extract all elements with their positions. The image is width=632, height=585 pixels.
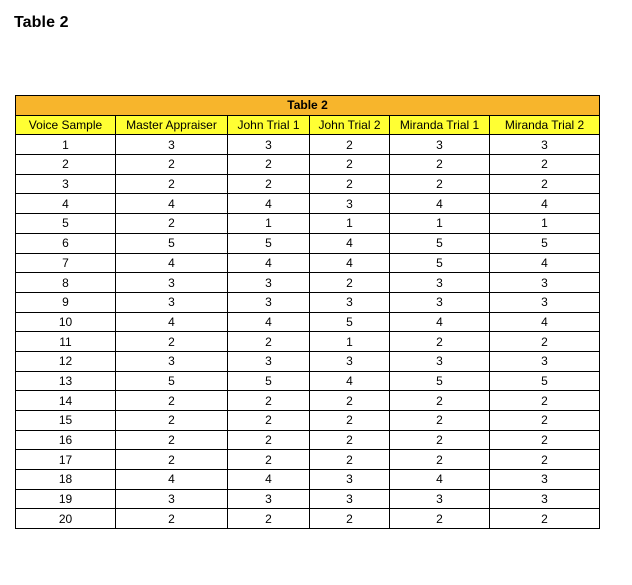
- table-row: [16, 371, 600, 391]
- cell-miranda-trial-1: 4: [390, 194, 490, 214]
- cell-voice-sample: 18: [16, 470, 116, 490]
- cell-voice-sample: 13: [16, 371, 116, 391]
- column-header-miranda-trial-2: Miranda Trial 2: [490, 115, 600, 135]
- cell-miranda-trial-1: 3: [390, 489, 490, 509]
- cell-miranda-trial-2: 3: [490, 470, 600, 490]
- cell-john-trial-1: 3: [228, 292, 310, 312]
- column-header-miranda-trial-1: Miranda Trial 1: [390, 115, 490, 135]
- cell-john-trial-2: 2: [310, 155, 390, 175]
- cell-john-trial-2: 4: [310, 253, 390, 273]
- cell-voice-sample: 17: [16, 450, 116, 470]
- cell-master-appraiser: 5: [116, 233, 228, 253]
- cell-miranda-trial-2: 2: [490, 391, 600, 411]
- cell-john-trial-1: 2: [228, 509, 310, 529]
- cell-voice-sample: 16: [16, 430, 116, 450]
- cell-john-trial-2: 5: [310, 312, 390, 332]
- table-row: [16, 489, 600, 509]
- cell-voice-sample: 5: [16, 214, 116, 234]
- table-row: [16, 312, 600, 332]
- cell-john-trial-1: 2: [228, 450, 310, 470]
- table-row: [16, 174, 600, 194]
- cell-voice-sample: 20: [16, 509, 116, 529]
- cell-miranda-trial-2: 3: [490, 273, 600, 293]
- cell-voice-sample: 15: [16, 411, 116, 431]
- cell-john-trial-1: 4: [228, 470, 310, 490]
- cell-john-trial-1: 2: [228, 430, 310, 450]
- cell-miranda-trial-1: 3: [390, 292, 490, 312]
- cell-master-appraiser: 2: [116, 174, 228, 194]
- cell-john-trial-1: 2: [228, 155, 310, 175]
- cell-voice-sample: 11: [16, 332, 116, 352]
- cell-miranda-trial-2: 2: [490, 509, 600, 529]
- cell-miranda-trial-2: 2: [490, 332, 600, 352]
- cell-master-appraiser: 2: [116, 450, 228, 470]
- cell-miranda-trial-1: 5: [390, 233, 490, 253]
- cell-miranda-trial-1: 3: [390, 135, 490, 155]
- cell-miranda-trial-2: 2: [490, 430, 600, 450]
- cell-miranda-trial-2: 3: [490, 489, 600, 509]
- cell-john-trial-1: 5: [228, 371, 310, 391]
- cell-john-trial-2: 1: [310, 332, 390, 352]
- cell-miranda-trial-1: 2: [390, 411, 490, 431]
- table-row: [16, 351, 600, 371]
- cell-john-trial-1: 4: [228, 253, 310, 273]
- cell-master-appraiser: 2: [116, 214, 228, 234]
- cell-miranda-trial-1: 4: [390, 312, 490, 332]
- data-table: [15, 95, 600, 529]
- cell-master-appraiser: 2: [116, 391, 228, 411]
- table-body: [16, 135, 600, 529]
- cell-miranda-trial-1: 2: [390, 450, 490, 470]
- cell-john-trial-1: 3: [228, 135, 310, 155]
- table-row: [16, 509, 600, 529]
- cell-miranda-trial-1: 2: [390, 174, 490, 194]
- cell-john-trial-1: 2: [228, 391, 310, 411]
- cell-miranda-trial-1: 2: [390, 155, 490, 175]
- table-row: [16, 430, 600, 450]
- cell-master-appraiser: 2: [116, 430, 228, 450]
- column-header-master-appraiser: Master Appraiser: [116, 115, 228, 135]
- cell-miranda-trial-1: 5: [390, 253, 490, 273]
- cell-john-trial-1: 2: [228, 174, 310, 194]
- cell-john-trial-1: 4: [228, 312, 310, 332]
- cell-john-trial-2: 3: [310, 351, 390, 371]
- table-row: [16, 332, 600, 352]
- table-row: [16, 253, 600, 273]
- cell-miranda-trial-2: 5: [490, 371, 600, 391]
- cell-john-trial-2: 2: [310, 273, 390, 293]
- cell-master-appraiser: 5: [116, 371, 228, 391]
- cell-master-appraiser: 3: [116, 273, 228, 293]
- table-caption-row: [16, 96, 600, 116]
- cell-miranda-trial-1: 5: [390, 371, 490, 391]
- cell-master-appraiser: 2: [116, 332, 228, 352]
- cell-john-trial-2: 4: [310, 233, 390, 253]
- cell-miranda-trial-2: 3: [490, 292, 600, 312]
- page-title: Table 2: [14, 14, 69, 31]
- cell-john-trial-1: 3: [228, 351, 310, 371]
- cell-voice-sample: 12: [16, 351, 116, 371]
- cell-miranda-trial-2: 3: [490, 351, 600, 371]
- cell-john-trial-2: 2: [310, 391, 390, 411]
- cell-voice-sample: 9: [16, 292, 116, 312]
- cell-voice-sample: 7: [16, 253, 116, 273]
- data-table-container: [15, 95, 599, 529]
- cell-master-appraiser: 4: [116, 312, 228, 332]
- cell-voice-sample: 8: [16, 273, 116, 293]
- cell-miranda-trial-2: 2: [490, 174, 600, 194]
- cell-john-trial-1: 3: [228, 273, 310, 293]
- cell-voice-sample: 3: [16, 174, 116, 194]
- cell-miranda-trial-2: 4: [490, 253, 600, 273]
- cell-master-appraiser: 2: [116, 155, 228, 175]
- cell-john-trial-1: 4: [228, 194, 310, 214]
- cell-miranda-trial-1: 2: [390, 332, 490, 352]
- cell-master-appraiser: 4: [116, 194, 228, 214]
- cell-master-appraiser: 4: [116, 253, 228, 273]
- column-header-john-trial-2: John Trial 2: [310, 115, 390, 135]
- table-caption: Table 2: [16, 96, 600, 116]
- cell-master-appraiser: 2: [116, 509, 228, 529]
- cell-master-appraiser: 3: [116, 135, 228, 155]
- cell-miranda-trial-1: 4: [390, 470, 490, 490]
- cell-master-appraiser: 3: [116, 489, 228, 509]
- cell-john-trial-2: 2: [310, 450, 390, 470]
- table-row: [16, 194, 600, 214]
- cell-voice-sample: 4: [16, 194, 116, 214]
- cell-miranda-trial-1: 2: [390, 430, 490, 450]
- cell-john-trial-2: 2: [310, 174, 390, 194]
- cell-john-trial-2: 2: [310, 430, 390, 450]
- table-row: [16, 273, 600, 293]
- column-header-john-trial-1: John Trial 1: [228, 115, 310, 135]
- table-row: [16, 155, 600, 175]
- cell-master-appraiser: 4: [116, 470, 228, 490]
- cell-master-appraiser: 3: [116, 351, 228, 371]
- cell-john-trial-2: 3: [310, 292, 390, 312]
- cell-miranda-trial-2: 4: [490, 194, 600, 214]
- cell-john-trial-1: 2: [228, 411, 310, 431]
- cell-miranda-trial-1: 2: [390, 391, 490, 411]
- cell-miranda-trial-2: 2: [490, 450, 600, 470]
- cell-john-trial-2: 2: [310, 411, 390, 431]
- table-row: [16, 135, 600, 155]
- cell-john-trial-1: 5: [228, 233, 310, 253]
- cell-miranda-trial-1: 2: [390, 509, 490, 529]
- table-row: [16, 391, 600, 411]
- cell-miranda-trial-1: 1: [390, 214, 490, 234]
- cell-miranda-trial-2: 4: [490, 312, 600, 332]
- cell-miranda-trial-2: 3: [490, 135, 600, 155]
- cell-john-trial-1: 1: [228, 214, 310, 234]
- cell-voice-sample: 19: [16, 489, 116, 509]
- cell-voice-sample: 2: [16, 155, 116, 175]
- cell-john-trial-2: 2: [310, 509, 390, 529]
- table-row: [16, 470, 600, 490]
- cell-voice-sample: 1: [16, 135, 116, 155]
- cell-john-trial-2: 2: [310, 135, 390, 155]
- column-header-voice-sample: Voice Sample: [16, 115, 116, 135]
- cell-miranda-trial-1: 3: [390, 351, 490, 371]
- cell-john-trial-2: 3: [310, 470, 390, 490]
- cell-john-trial-2: 3: [310, 489, 390, 509]
- cell-voice-sample: 14: [16, 391, 116, 411]
- cell-john-trial-1: 3: [228, 489, 310, 509]
- cell-john-trial-2: 3: [310, 194, 390, 214]
- table-row: [16, 411, 600, 431]
- cell-miranda-trial-2: 2: [490, 411, 600, 431]
- table-header-row: [16, 115, 600, 135]
- cell-miranda-trial-2: 1: [490, 214, 600, 234]
- cell-miranda-trial-2: 2: [490, 155, 600, 175]
- cell-miranda-trial-2: 5: [490, 233, 600, 253]
- cell-voice-sample: 6: [16, 233, 116, 253]
- cell-john-trial-1: 2: [228, 332, 310, 352]
- cell-john-trial-2: 1: [310, 214, 390, 234]
- cell-john-trial-2: 4: [310, 371, 390, 391]
- table-row: [16, 450, 600, 470]
- table-row: [16, 214, 600, 234]
- cell-master-appraiser: 3: [116, 292, 228, 312]
- cell-voice-sample: 10: [16, 312, 116, 332]
- cell-miranda-trial-1: 3: [390, 273, 490, 293]
- table-row: [16, 292, 600, 312]
- table-row: [16, 233, 600, 253]
- cell-master-appraiser: 2: [116, 411, 228, 431]
